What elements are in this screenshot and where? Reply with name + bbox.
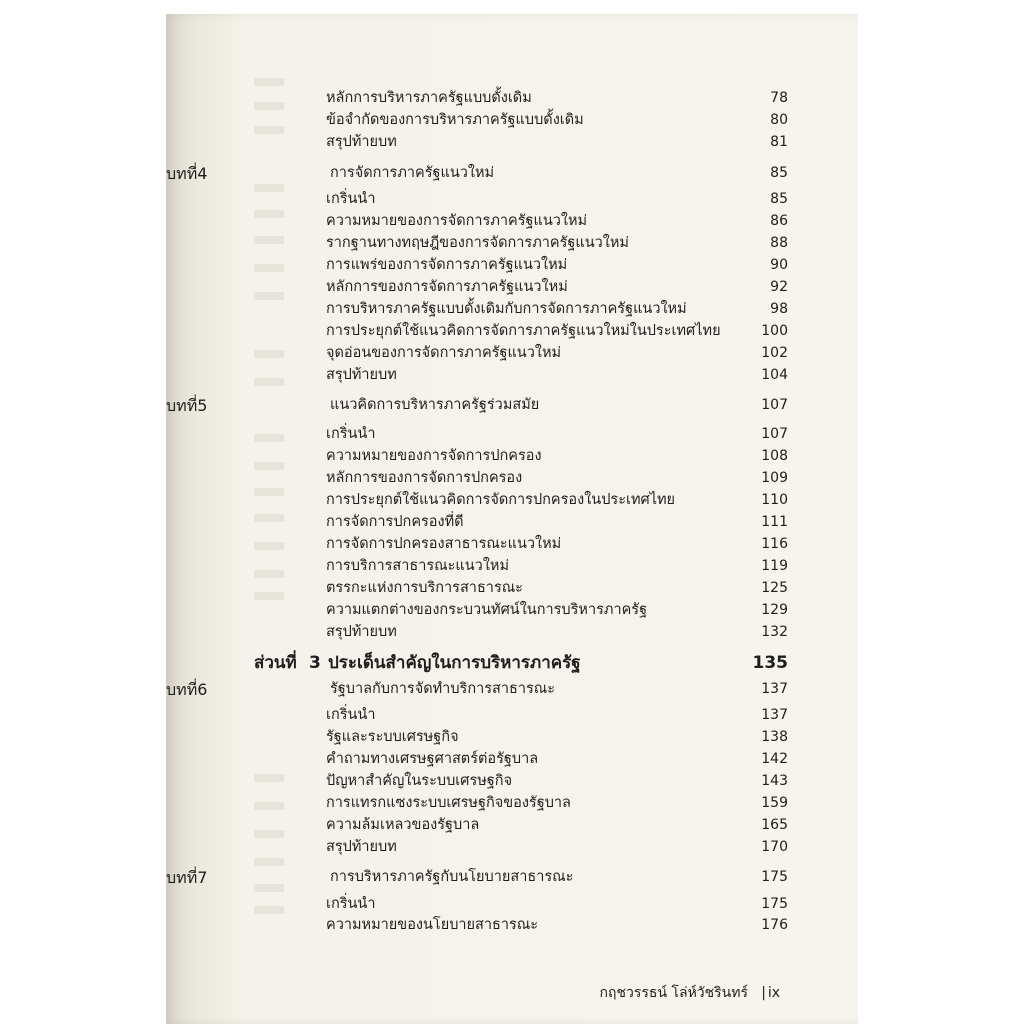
- chapter-label: บทที่: [166, 396, 198, 415]
- entry-page-number: 107: [761, 426, 788, 442]
- toc-entry: [166, 836, 858, 858]
- chapter-title: การบริหารภาครัฐกับนโยบายสาธารณะ: [330, 869, 574, 885]
- entry-page-number: 142: [761, 751, 788, 767]
- toc-entry: [166, 298, 858, 320]
- toc-entry: [166, 555, 858, 577]
- entry-page-number: 137: [761, 681, 788, 697]
- toc-chapter: [166, 866, 858, 888]
- entry-title: ความหมายของการจัดการปกครอง: [326, 448, 542, 464]
- toc-chapter: [166, 394, 858, 416]
- entry-page-number: 125: [761, 580, 788, 596]
- entry-title: ความหมายของการจัดการภาครัฐแนวใหม่: [326, 213, 588, 229]
- toc-chapter: [166, 678, 858, 700]
- entry-title: เกริ่นนำ: [326, 426, 376, 442]
- entry-page-number: 108: [761, 448, 788, 464]
- footer-page-number: ix: [767, 985, 780, 1001]
- entry-page-number: 176: [761, 917, 788, 933]
- entry-title: การบริการสาธารณะแนวใหม่: [326, 558, 510, 574]
- chapter-number: 4: [197, 164, 208, 183]
- entry-page-number: 100: [761, 323, 788, 339]
- toc-entry: [166, 770, 858, 792]
- entry-page-number: 88: [770, 235, 788, 251]
- toc-entry: [166, 914, 858, 936]
- toc-entry: [166, 320, 858, 342]
- chapter-number: 6: [197, 680, 208, 699]
- book-page: [166, 14, 858, 1024]
- entry-title: เกริ่นนำ: [326, 707, 376, 723]
- toc-entry: [166, 87, 858, 109]
- toc-chapter: [166, 162, 858, 184]
- entry-page-number: 111: [761, 514, 788, 530]
- entry-page-number: 132: [761, 624, 788, 640]
- entry-page-number: 119: [761, 558, 788, 574]
- toc-entry: [166, 109, 858, 131]
- entry-title: ข้อจำกัดของการบริหารภาครัฐแบบดั้งเดิม: [326, 112, 584, 128]
- toc-entry: [166, 342, 858, 364]
- entry-page-number: 137: [761, 707, 788, 723]
- entry-title: คำถามทางเศรษฐศาสตร์ต่อรัฐบาล: [326, 751, 539, 767]
- toc-entry: [166, 792, 858, 814]
- entry-title: การประยุกต์ใช้แนวคิดการจัดการปกครองในประเทศไทย: [326, 492, 676, 508]
- toc-entry: [166, 748, 858, 770]
- part-label: ส่วนที่: [254, 653, 297, 673]
- entry-page-number: 78: [770, 90, 788, 106]
- entry-page-number: 81: [770, 134, 788, 150]
- toc-entry: [166, 577, 858, 599]
- toc-entry: [166, 188, 858, 210]
- toc-entry: [166, 599, 858, 621]
- page-footer: [166, 982, 858, 1004]
- entry-title: สรุปท้ายบท: [326, 134, 397, 150]
- chapter-label: บทที่: [166, 868, 198, 887]
- toc-part: [166, 651, 858, 673]
- entry-page-number: 109: [761, 470, 788, 486]
- entry-page-number: 175: [761, 869, 788, 885]
- entry-page-number: 86: [770, 213, 788, 229]
- entry-title: เกริ่นนำ: [326, 191, 376, 207]
- toc-entry: [166, 726, 858, 748]
- toc-entry: [166, 621, 858, 643]
- entry-title: รัฐและระบบเศรษฐกิจ: [326, 729, 459, 745]
- chapter-title: การจัดการภาครัฐแนวใหม่: [330, 165, 495, 181]
- entry-page-number: 90: [770, 257, 788, 273]
- toc-entry: [166, 511, 858, 533]
- entry-page-number: 102: [761, 345, 788, 361]
- entry-page-number: 170: [761, 839, 788, 855]
- entry-page-number: 116: [761, 536, 788, 552]
- entry-page-number: 175: [761, 896, 788, 912]
- entry-title: ตรรกะแห่งการบริการสาธารณะ: [326, 580, 523, 596]
- entry-title: จุดอ่อนของการจัดการภาครัฐแนวใหม่: [326, 345, 562, 361]
- chapter-label: บทที่: [166, 164, 198, 183]
- toc-entry: [166, 254, 858, 276]
- chapter-number: 5: [197, 396, 208, 415]
- chapter-number: 7: [197, 868, 208, 887]
- entry-page-number: 85: [770, 165, 788, 181]
- entry-title: หลักการของการจัดการปกครอง: [326, 470, 523, 486]
- entry-title: การแพร่ของการจัดการภาครัฐแนวใหม่: [326, 257, 568, 273]
- entry-page-number: 104: [761, 367, 788, 383]
- toc-entry: [166, 893, 858, 915]
- entry-page-number: 129: [761, 602, 788, 618]
- entry-title: หลักการบริหารภาครัฐแบบดั้งเดิม: [326, 90, 532, 106]
- entry-title: สรุปท้ายบท: [326, 367, 397, 383]
- toc-entry: [166, 533, 858, 555]
- entry-page-number: 165: [761, 817, 788, 833]
- entry-title: การจัดการปกครองที่ดี: [326, 514, 464, 530]
- entry-title: เกริ่นนำ: [326, 896, 376, 912]
- toc-entry: [166, 364, 858, 386]
- toc-entry: [166, 489, 858, 511]
- entry-page-number: 159: [761, 795, 788, 811]
- entry-page-number: 135: [752, 653, 788, 673]
- entry-page-number: 85: [770, 191, 788, 207]
- entry-page-number: 107: [761, 397, 788, 413]
- entry-title: สรุปท้ายบท: [326, 839, 397, 855]
- entry-page-number: 138: [761, 729, 788, 745]
- entry-title: สรุปท้ายบท: [326, 624, 397, 640]
- entry-page-number: 80: [770, 112, 788, 128]
- entry-title: การแทรกแซงระบบเศรษฐกิจของรัฐบาล: [326, 795, 571, 811]
- toc-entry: [166, 276, 858, 298]
- part-title: ประเด็นสำคัญในการบริหารภาครัฐ: [328, 653, 581, 673]
- entry-page-number: 98: [770, 301, 788, 317]
- toc-entry: [166, 131, 858, 153]
- toc-entry: [166, 232, 858, 254]
- entry-title: ความล้มเหลวของรัฐบาล: [326, 817, 480, 833]
- entry-page-number: 110: [761, 492, 788, 508]
- entry-title: การจัดการปกครองสาธารณะแนวใหม่: [326, 536, 562, 552]
- toc-entry: [166, 423, 858, 445]
- entry-page-number: 143: [761, 773, 788, 789]
- entry-title: การบริหารภาครัฐแบบดั้งเดิมกับการจัดการภาครัฐแนวใหม่: [326, 301, 687, 317]
- toc-entry: [166, 814, 858, 836]
- part-number: 3: [309, 653, 321, 673]
- entry-title: การประยุกต์ใช้แนวคิดการจัดการภาครัฐแนวใหม่ในประเทศไทย: [326, 323, 721, 339]
- toc-entry: [166, 704, 858, 726]
- toc-entry: [166, 467, 858, 489]
- entry-title: ความหมายของนโยบายสาธารณะ: [326, 917, 539, 933]
- chapter-label: บทที่: [166, 680, 198, 699]
- footer-separator: |: [761, 985, 766, 1001]
- entry-title: ปัญหาสำคัญในระบบเศรษฐกิจ: [326, 773, 513, 789]
- chapter-title: รัฐบาลกับการจัดทำบริการสาธารณะ: [330, 681, 556, 697]
- entry-title: ความแตกต่างของกระบวนทัศน์ในการบริหารภาครัฐ: [326, 602, 648, 618]
- entry-page-number: 92: [770, 279, 788, 295]
- entry-title: หลักการของการจัดการภาครัฐแนวใหม่: [326, 279, 568, 295]
- toc-entry: [166, 445, 858, 467]
- entry-title: รากฐานทางทฤษฎีของการจัดการภาครัฐแนวใหม่: [326, 235, 629, 251]
- chapter-title: แนวคิดการบริหารภาครัฐร่วมสมัย: [330, 397, 540, 413]
- toc-entry: [166, 210, 858, 232]
- footer-author: กฤชวรรธน์ โล่ห์วัชรินทร์: [599, 985, 748, 1001]
